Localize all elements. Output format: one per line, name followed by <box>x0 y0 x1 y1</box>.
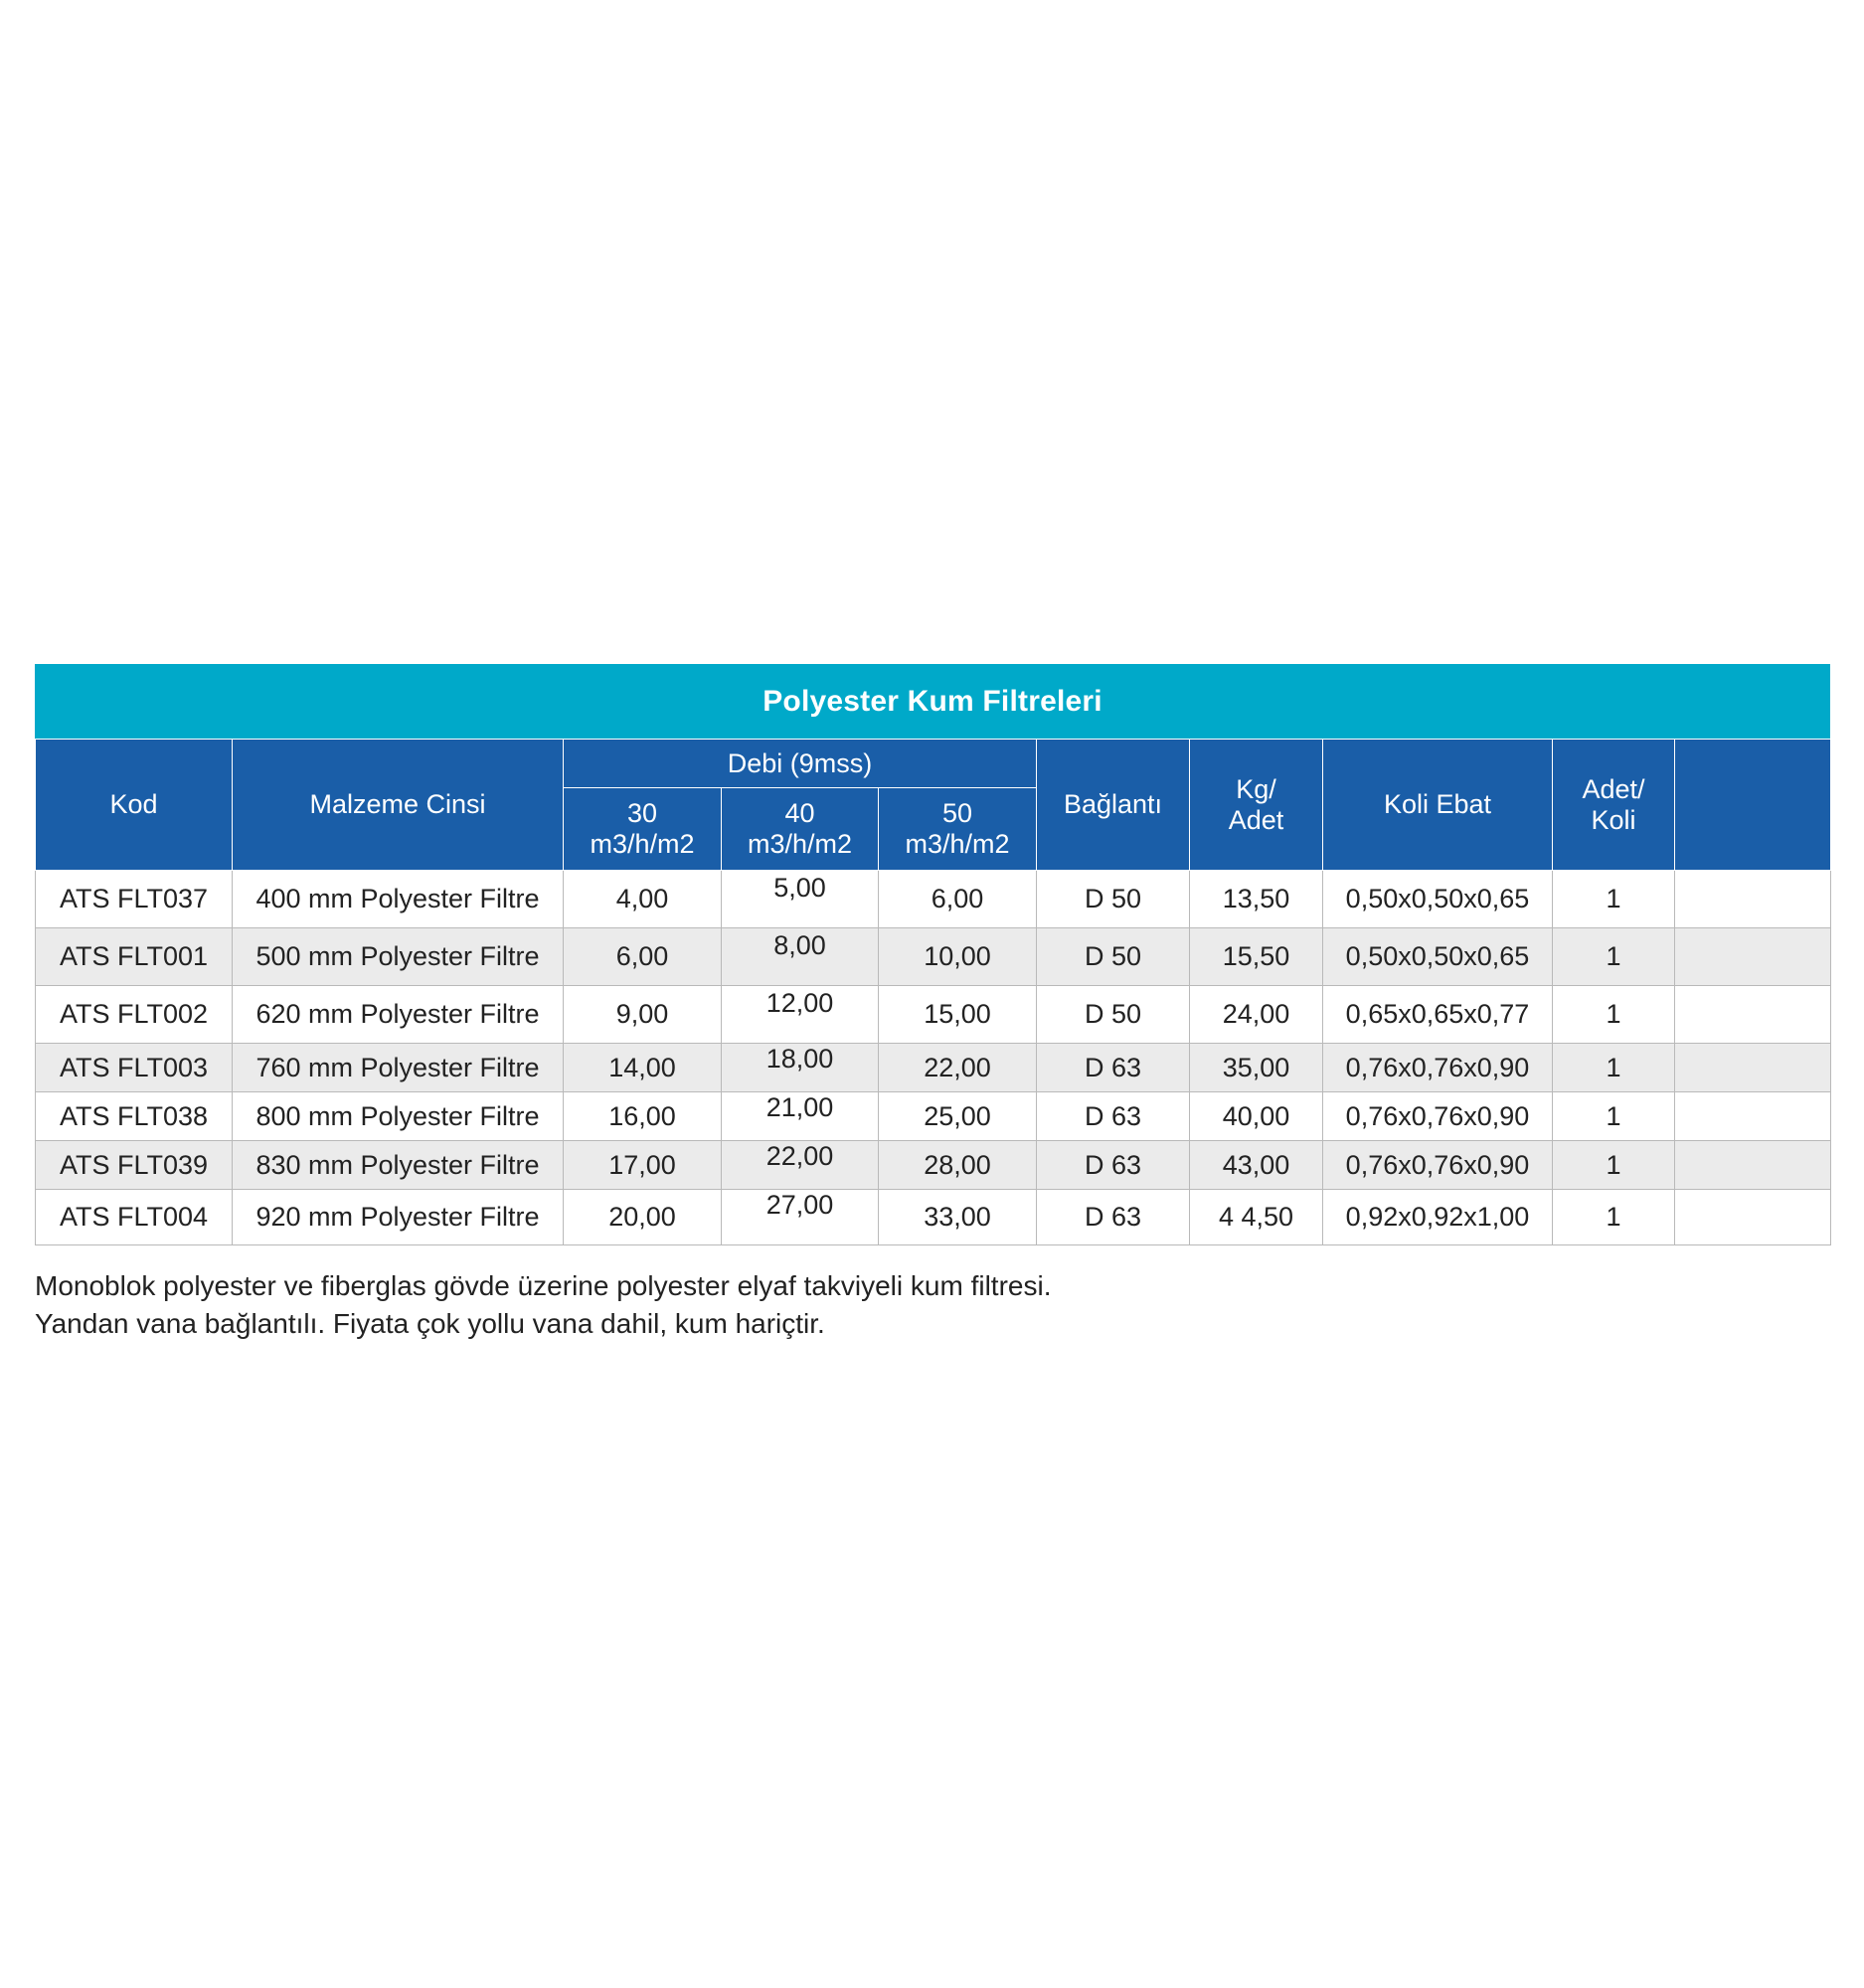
cell-kod: ATS FLT001 <box>36 928 233 986</box>
cell-baglanti: D 63 <box>1037 1141 1190 1190</box>
cell-debi-50: 28,00 <box>879 1141 1037 1190</box>
cell-kg: 15,50 <box>1190 928 1323 986</box>
cell-kg: 24,00 <box>1190 986 1323 1044</box>
cell-debi-50: 15,00 <box>879 986 1037 1044</box>
cell-debi-40: 22,00 <box>722 1141 879 1190</box>
cell-extra <box>1675 871 1831 928</box>
cell-extra <box>1675 1044 1831 1092</box>
cell-adet-koli: 1 <box>1553 1092 1675 1141</box>
cell-debi-30: 20,00 <box>564 1190 722 1245</box>
cell-kod: ATS FLT004 <box>36 1190 233 1245</box>
cell-debi-30: 17,00 <box>564 1141 722 1190</box>
cell-debi-40: 8,00 <box>722 928 879 986</box>
header-malzeme: Malzeme Cinsi <box>233 740 564 871</box>
cell-adet-koli: 1 <box>1553 928 1675 986</box>
header-kod: Kod <box>36 740 233 871</box>
cell-malzeme: 620 mm Polyester Filtre <box>233 986 564 1044</box>
product-description <box>35 1267 1830 1343</box>
cell-debi-30: 14,00 <box>564 1044 722 1092</box>
header-debi-30: 30 m3/h/m2 <box>564 788 722 871</box>
cell-debi-50: 10,00 <box>879 928 1037 986</box>
cell-extra <box>1675 1092 1831 1141</box>
cell-extra <box>1675 986 1831 1044</box>
cell-debi-50: 25,00 <box>879 1092 1037 1141</box>
header-debi-50: 50 m3/h/m2 <box>879 788 1037 871</box>
cell-baglanti: D 50 <box>1037 928 1190 986</box>
cell-kg: 40,00 <box>1190 1092 1323 1141</box>
cell-adet-koli: 1 <box>1553 1044 1675 1092</box>
cell-debi-40: 27,00 <box>722 1190 879 1245</box>
cell-debi-30: 4,00 <box>564 871 722 928</box>
description-line-2: Yandan vana bağlantılı. Fiyata çok yollu vana dahil, kum hariçtir. <box>35 1308 825 1339</box>
table-row <box>36 871 1831 928</box>
cell-debi-50: 6,00 <box>879 871 1037 928</box>
cell-koli-ebat: 0,76x0,76x0,90 <box>1323 1044 1553 1092</box>
cell-kod: ATS FLT003 <box>36 1044 233 1092</box>
cell-malzeme: 830 mm Polyester Filtre <box>233 1141 564 1190</box>
header-adet-koli: Adet/ Koli <box>1553 740 1675 871</box>
cell-koli-ebat: 0,65x0,65x0,77 <box>1323 986 1553 1044</box>
cell-debi-30: 9,00 <box>564 986 722 1044</box>
cell-adet-koli: 1 <box>1553 1141 1675 1190</box>
cell-baglanti: D 63 <box>1037 1190 1190 1245</box>
cell-debi-40: 5,00 <box>722 871 879 928</box>
cell-kod: ATS FLT037 <box>36 871 233 928</box>
product-table <box>35 739 1831 1245</box>
cell-malzeme: 920 mm Polyester Filtre <box>233 1190 564 1245</box>
cell-baglanti: D 63 <box>1037 1092 1190 1141</box>
cell-adet-koli: 1 <box>1553 1190 1675 1245</box>
cell-koli-ebat: 0,50x0,50x0,65 <box>1323 928 1553 986</box>
cell-extra <box>1675 1190 1831 1245</box>
table-row <box>36 1141 1831 1190</box>
cell-koli-ebat: 0,76x0,76x0,90 <box>1323 1092 1553 1141</box>
cell-koli-ebat: 0,50x0,50x0,65 <box>1323 871 1553 928</box>
table-row <box>36 986 1831 1044</box>
cell-kg: 35,00 <box>1190 1044 1323 1092</box>
table-row <box>36 1092 1831 1141</box>
cell-extra <box>1675 928 1831 986</box>
header-baglanti: Bağlantı <box>1037 740 1190 871</box>
cell-debi-30: 16,00 <box>564 1092 722 1141</box>
cell-extra <box>1675 1141 1831 1190</box>
cell-malzeme: 400 mm Polyester Filtre <box>233 871 564 928</box>
cell-kod: ATS FLT039 <box>36 1141 233 1190</box>
table-row <box>36 928 1831 986</box>
product-table-container <box>35 664 1830 1245</box>
cell-kg: 13,50 <box>1190 871 1323 928</box>
cell-debi-40: 21,00 <box>722 1092 879 1141</box>
cell-malzeme: 760 mm Polyester Filtre <box>233 1044 564 1092</box>
cell-koli-ebat: 0,92x0,92x1,00 <box>1323 1190 1553 1245</box>
cell-kg: 4 4,50 <box>1190 1190 1323 1245</box>
cell-kg: 43,00 <box>1190 1141 1323 1190</box>
cell-kod: ATS FLT002 <box>36 986 233 1044</box>
cell-adet-koli: 1 <box>1553 986 1675 1044</box>
cell-debi-30: 6,00 <box>564 928 722 986</box>
cell-adet-koli: 1 <box>1553 871 1675 928</box>
cell-debi-40: 12,00 <box>722 986 879 1044</box>
cell-malzeme: 800 mm Polyester Filtre <box>233 1092 564 1141</box>
cell-kod: ATS FLT038 <box>36 1092 233 1141</box>
table-row <box>36 1044 1831 1092</box>
description-line-1: Monoblok polyester ve fiberglas gövde üzerine polyester elyaf takviyeli kum filtresi. <box>35 1270 1052 1301</box>
cell-baglanti: D 50 <box>1037 871 1190 928</box>
header-debi-40: 40 m3/h/m2 <box>722 788 879 871</box>
cell-malzeme: 500 mm Polyester Filtre <box>233 928 564 986</box>
header-extra <box>1675 740 1831 871</box>
header-debi: Debi (9mss) <box>564 740 1037 788</box>
cell-baglanti: D 50 <box>1037 986 1190 1044</box>
cell-baglanti: D 63 <box>1037 1044 1190 1092</box>
cell-debi-40: 18,00 <box>722 1044 879 1092</box>
cell-koli-ebat: 0,76x0,76x0,90 <box>1323 1141 1553 1190</box>
table-title: Polyester Kum Filtreleri <box>35 664 1830 739</box>
header-kg-adet: Kg/ Adet <box>1190 740 1323 871</box>
table-row <box>36 1190 1831 1245</box>
cell-debi-50: 33,00 <box>879 1190 1037 1245</box>
header-koli-ebat: Koli Ebat <box>1323 740 1553 871</box>
cell-debi-50: 22,00 <box>879 1044 1037 1092</box>
